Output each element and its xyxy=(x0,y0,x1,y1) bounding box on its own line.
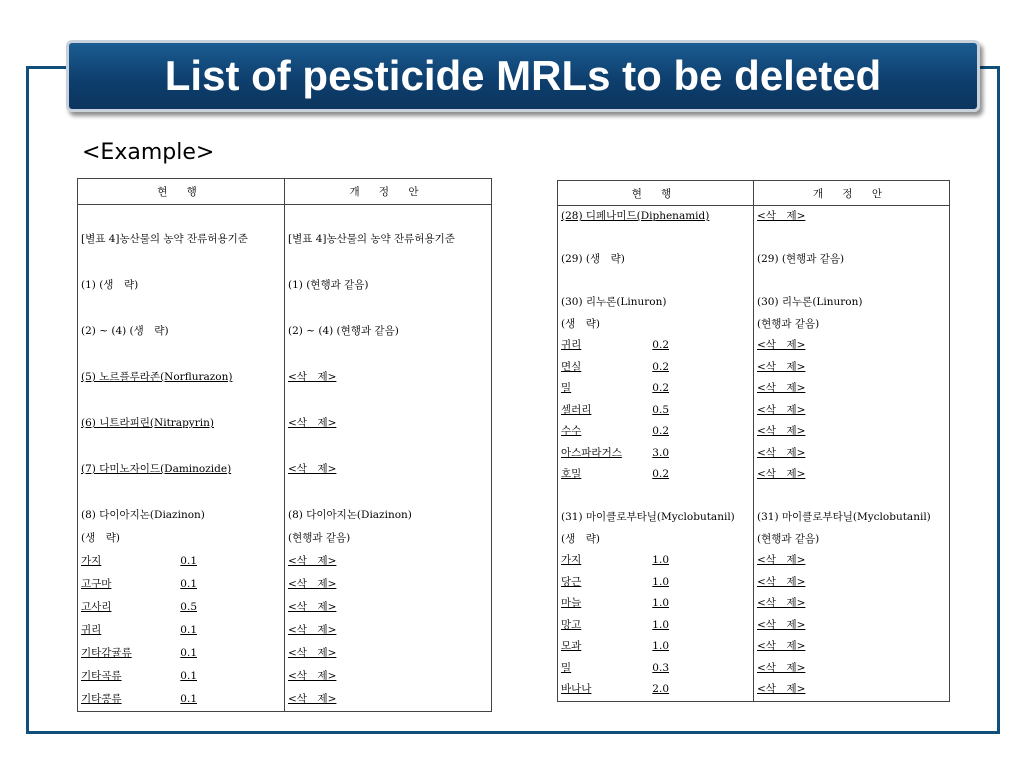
crop-name: 가지 xyxy=(81,555,102,567)
table-header-row xyxy=(558,181,950,206)
line-text: <삭 제> xyxy=(288,624,337,636)
residue-row xyxy=(561,636,750,658)
residue-row xyxy=(561,615,750,637)
text-line xyxy=(81,412,281,435)
text-line xyxy=(757,507,946,529)
line-text: <삭 제> xyxy=(757,425,806,437)
text-line xyxy=(288,412,488,435)
line-text: <삭 제> xyxy=(288,463,337,475)
residue-row xyxy=(561,335,750,357)
mrl-value: 1.0 xyxy=(652,554,669,566)
blank-line xyxy=(757,228,946,250)
line-text: (30) 리누론(Linuron) xyxy=(757,296,863,308)
frame-top-left-segment xyxy=(26,66,66,69)
residue-row xyxy=(561,357,750,379)
text-line xyxy=(288,573,488,596)
line-text: (2) ∼ (4) (생 략) xyxy=(81,325,169,337)
text-line xyxy=(757,550,946,572)
residue-row xyxy=(561,443,750,465)
text-line xyxy=(81,458,281,481)
line-text: <삭 제> xyxy=(288,555,337,567)
text-line xyxy=(288,274,488,297)
blank-line xyxy=(81,251,281,274)
current-column xyxy=(558,206,754,702)
blank-line xyxy=(288,481,488,504)
example-label: <Example> xyxy=(82,140,215,165)
line-text: <삭 제> xyxy=(757,683,806,695)
line-text: (생 략) xyxy=(561,532,600,545)
crop-name: 기타콩류 xyxy=(81,693,122,705)
line-text: (31) 마이클로부타닐(Myclobutanil) xyxy=(757,511,931,523)
line-text: <삭 제> xyxy=(288,693,337,705)
mrl-value: 0.1 xyxy=(180,647,197,659)
blank-line xyxy=(288,251,488,274)
crop-name: 고구마 xyxy=(81,578,112,590)
mrl-value: 1.0 xyxy=(652,618,669,631)
line-text: <삭 제> xyxy=(757,446,806,459)
left-comparison-table xyxy=(77,178,492,712)
residue-row xyxy=(81,596,281,619)
residue-row xyxy=(561,464,750,486)
line-text: <삭 제> xyxy=(757,360,806,373)
blank-line xyxy=(288,205,488,228)
crop-name: 밀 xyxy=(561,661,572,674)
blank-line xyxy=(757,271,946,293)
table-header-row xyxy=(78,179,492,205)
line-text: (현행과 같음) xyxy=(288,532,351,544)
crop-name: 귀리 xyxy=(561,339,582,351)
line-text: [별표 4]농산물의 농약 잔류허용기준 xyxy=(81,233,248,245)
mrl-value: 0.2 xyxy=(652,425,669,437)
mrl-value: 0.5 xyxy=(180,601,197,613)
crop-name: 셀러리 xyxy=(561,403,592,416)
mrl-value: 0.1 xyxy=(180,670,197,682)
text-line xyxy=(288,458,488,481)
line-text: (28) 디페나미드(Diphenamid) xyxy=(561,210,710,222)
crop-name: 기타곡류 xyxy=(81,670,122,682)
text-line xyxy=(757,314,946,336)
header-revised: 개 정 안 xyxy=(285,179,492,205)
slide-title: List of pesticide MRLs to be deleted xyxy=(164,52,882,99)
crop-name: 호밀 xyxy=(561,468,582,480)
crop-name: 밀 xyxy=(561,382,572,394)
crop-name: 바나나 xyxy=(561,683,592,695)
text-line xyxy=(288,504,488,527)
line-text: <삭 제> xyxy=(288,647,337,659)
text-line xyxy=(288,550,488,573)
line-text: <삭 제> xyxy=(288,371,337,383)
blank-line xyxy=(81,343,281,366)
line-text: (현행과 같음) xyxy=(757,317,820,330)
line-text: (30) 리누론(Linuron) xyxy=(561,296,667,308)
header-revised: 개 정 안 xyxy=(754,181,950,206)
residue-row xyxy=(561,378,750,400)
crop-name: 마늘 xyxy=(561,597,582,609)
text-line xyxy=(757,378,946,400)
blank-line xyxy=(288,389,488,412)
text-line xyxy=(81,274,281,297)
text-line xyxy=(288,366,488,389)
blank-line xyxy=(561,486,750,508)
line-text: <삭 제> xyxy=(288,417,337,429)
text-line xyxy=(561,292,750,314)
text-line xyxy=(757,658,946,680)
blank-line xyxy=(81,435,281,458)
line-text: <삭 제> xyxy=(288,670,337,682)
revised-column xyxy=(285,205,492,712)
blank-line xyxy=(81,205,281,228)
text-line xyxy=(757,572,946,594)
line-text: <삭 제> xyxy=(757,403,806,416)
blank-line xyxy=(288,343,488,366)
blank-line xyxy=(561,271,750,293)
blank-line xyxy=(288,435,488,458)
residue-row xyxy=(81,688,281,711)
current-column xyxy=(78,205,285,712)
residue-row xyxy=(81,619,281,642)
mrl-value: 1.0 xyxy=(652,575,669,588)
mrl-value: 0.2 xyxy=(652,468,669,480)
residue-row xyxy=(561,593,750,615)
text-line xyxy=(288,642,488,665)
residue-row xyxy=(561,658,750,680)
line-text: <삭 제> xyxy=(757,339,806,351)
crop-name: 귀리 xyxy=(81,624,102,636)
text-line xyxy=(561,249,750,271)
blank-line xyxy=(81,389,281,412)
line-text: <삭 제> xyxy=(757,640,806,652)
crop-name: 기타감귤류 xyxy=(81,647,132,659)
line-text: (1) (현행과 같음) xyxy=(288,279,369,291)
text-line xyxy=(288,228,488,251)
line-text: <삭 제> xyxy=(757,382,806,394)
header-current: 현 행 xyxy=(558,181,754,206)
residue-row xyxy=(81,550,281,573)
residue-row xyxy=(561,421,750,443)
text-line xyxy=(757,679,946,701)
text-line xyxy=(81,527,281,550)
mrl-value: 0.1 xyxy=(180,624,197,636)
text-line xyxy=(288,527,488,550)
crop-name: 면실 xyxy=(561,360,582,373)
text-line xyxy=(757,357,946,379)
mrl-value: 1.0 xyxy=(652,640,669,652)
line-text: (현행과 같음) xyxy=(757,532,820,545)
text-line xyxy=(757,400,946,422)
line-text: (6) 니트라피린(Nitrapyrin) xyxy=(81,417,214,429)
residue-row xyxy=(561,679,750,701)
text-line xyxy=(561,507,750,529)
text-line xyxy=(757,593,946,615)
line-text: (29) (생 략) xyxy=(561,253,625,265)
table-body-row xyxy=(78,205,492,712)
line-text: (5) 노르플루라존(Norflurazon) xyxy=(81,371,233,383)
residue-row xyxy=(561,550,750,572)
text-line xyxy=(757,615,946,637)
mrl-value: 0.1 xyxy=(180,555,197,567)
text-line xyxy=(288,320,488,343)
text-line xyxy=(757,421,946,443)
table-body-row xyxy=(558,206,950,702)
text-line xyxy=(757,464,946,486)
residue-row xyxy=(561,400,750,422)
crop-name: 고사리 xyxy=(81,601,112,613)
mrl-value: 0.1 xyxy=(180,693,197,705)
line-text: <삭 제> xyxy=(288,601,337,613)
blank-line xyxy=(561,228,750,250)
revised-column xyxy=(754,206,950,702)
mrl-value: 1.0 xyxy=(652,597,669,609)
text-line xyxy=(81,366,281,389)
blank-line xyxy=(757,486,946,508)
line-text: (생 략) xyxy=(561,317,600,330)
residue-row xyxy=(561,572,750,594)
mrl-value: 0.1 xyxy=(180,578,197,590)
mrl-value: 0.3 xyxy=(652,661,669,674)
residue-row xyxy=(81,665,281,688)
line-text: [별표 4]농산물의 농약 잔류허용기준 xyxy=(288,233,455,245)
blank-line xyxy=(81,297,281,320)
line-text: <삭 제> xyxy=(757,468,806,480)
mrl-value: 2.0 xyxy=(652,683,669,695)
residue-row xyxy=(81,573,281,596)
line-text: (8) 다이아지논(Diazinon) xyxy=(288,509,412,521)
line-text: <삭 제> xyxy=(757,210,806,222)
text-line xyxy=(561,314,750,336)
line-text: (29) (현행과 같음) xyxy=(757,253,845,265)
text-line xyxy=(81,504,281,527)
text-line xyxy=(561,529,750,551)
line-text: <삭 제> xyxy=(288,578,337,590)
line-text: (생 략) xyxy=(81,532,120,544)
text-line xyxy=(288,596,488,619)
line-text: <삭 제> xyxy=(757,597,806,609)
line-text: (8) 다이아지논(Diazinon) xyxy=(81,509,205,521)
text-line xyxy=(81,320,281,343)
blank-line xyxy=(81,481,281,504)
text-line xyxy=(81,228,281,251)
right-comparison-table xyxy=(557,180,950,702)
text-line xyxy=(757,249,946,271)
text-line xyxy=(757,206,946,228)
line-text: (1) (생 략) xyxy=(81,279,139,291)
text-line xyxy=(757,636,946,658)
mrl-value: 0.2 xyxy=(652,339,669,351)
text-line xyxy=(288,619,488,642)
text-line xyxy=(757,335,946,357)
mrl-value: 0.2 xyxy=(652,360,669,373)
text-line xyxy=(288,665,488,688)
text-line xyxy=(757,529,946,551)
line-text: <삭 제> xyxy=(757,554,806,566)
line-text: (2) ∼ (4) (현행과 같음) xyxy=(288,325,399,337)
text-line xyxy=(757,292,946,314)
crop-name: 당근 xyxy=(561,575,582,588)
text-line xyxy=(757,443,946,465)
residue-row xyxy=(81,642,281,665)
crop-name: 가지 xyxy=(561,554,582,566)
crop-name: 모과 xyxy=(561,640,582,652)
text-line xyxy=(288,688,488,711)
mrl-value: 0.2 xyxy=(652,382,669,394)
mrl-value: 3.0 xyxy=(652,446,669,459)
line-text: <삭 제> xyxy=(757,661,806,674)
crop-name: 수수 xyxy=(561,425,582,437)
title-banner xyxy=(66,40,980,112)
mrl-value: 0.5 xyxy=(652,403,669,416)
blank-line xyxy=(288,297,488,320)
line-text: <삭 제> xyxy=(757,575,806,588)
line-text: <삭 제> xyxy=(757,618,806,631)
line-text: (7) 다미노자이드(Daminozide) xyxy=(81,463,232,475)
line-text: (31) 마이클로부타닐(Myclobutanil) xyxy=(561,511,735,523)
crop-name: 망고 xyxy=(561,618,582,631)
crop-name: 아스파라거스 xyxy=(561,446,622,459)
header-current: 현 행 xyxy=(78,179,285,205)
frame-top-right-segment xyxy=(980,66,1000,69)
text-line xyxy=(561,206,750,228)
